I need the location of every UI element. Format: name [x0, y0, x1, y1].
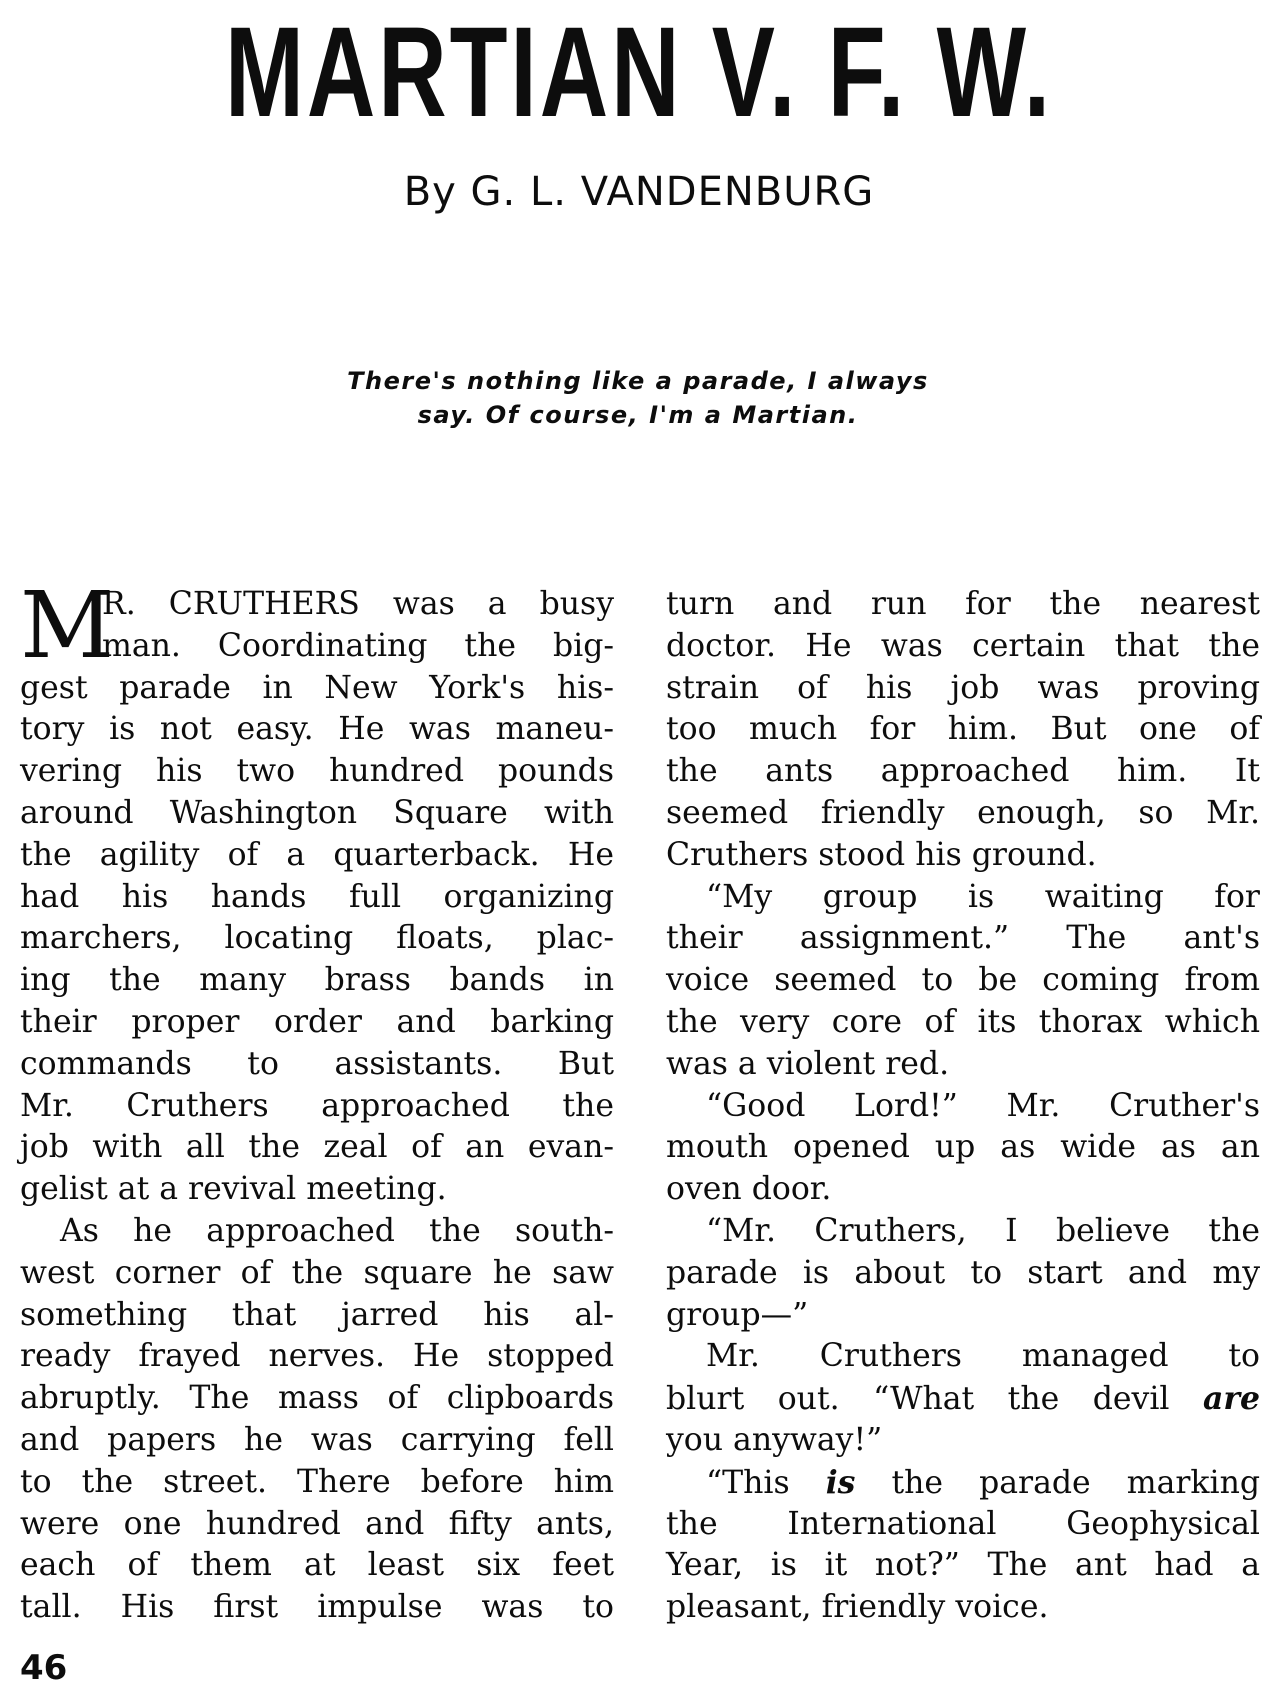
text-line: “Mr. Cruthers, I believe the — [706, 1212, 1260, 1249]
text-line: the ants approached him. It — [666, 753, 1260, 790]
text-line: group—” — [666, 1296, 809, 1333]
text-line: Mr. Cruthers approached the — [20, 1087, 614, 1124]
text-column-left — [20, 572, 614, 1629]
text-line: seemed friendly enough, so Mr. — [666, 794, 1260, 831]
text-fragment: blurt out. “What the devil — [666, 1381, 1170, 1418]
text-line: the very core of its thorax which — [666, 1003, 1260, 1040]
text-line: job with all the zeal of an evan- — [20, 1129, 614, 1166]
text-line: too much for him. But one of — [666, 711, 1260, 748]
blurb-line: There's nothing like a parade, I always — [347, 367, 929, 395]
text-line: As he approached the south- — [60, 1212, 614, 1249]
text-line: tall. His first impulse was to — [20, 1589, 614, 1626]
text-line: each of them at least six feet — [20, 1547, 614, 1584]
text-line: gest parade in New York's his- — [20, 669, 614, 706]
text-line: the International Geophysical — [666, 1505, 1260, 1542]
text-line: the agility of a quarterback. He — [20, 836, 614, 873]
text-line: Cruthers stood his ground. — [666, 836, 1097, 873]
text-line: Mr. Cruthers managed to — [706, 1338, 1260, 1375]
drop-cap: M — [20, 572, 115, 679]
text-line: vering his two hundred pounds — [20, 753, 614, 790]
text-line: ready frayed nerves. He stopped — [20, 1338, 614, 1375]
text-fragment: “This — [706, 1464, 790, 1501]
text-line: west corner of the square he saw — [20, 1254, 614, 1291]
text-line: were one hundred and fifty ants, — [20, 1505, 614, 1542]
article-blurb — [300, 364, 976, 432]
text-line: turn and run for the nearest — [666, 586, 1260, 622]
text-line: to the street. There before him — [20, 1463, 614, 1500]
text-line: “Good Lord!” Mr. Cruther's — [706, 1087, 1260, 1124]
text-fragment: the parade marking — [891, 1464, 1261, 1501]
text-line: man. Coordinating the big- — [102, 627, 614, 664]
text-line: ing the many brass bands in — [20, 962, 614, 999]
text-line: tory is not easy. He was maneu- — [20, 711, 614, 748]
text-line — [666, 1462, 1260, 1504]
text-line: strain of his job was proving — [666, 669, 1260, 706]
text-line: parade is about to start and my — [666, 1254, 1260, 1291]
text-line: voice seemed to be coming from — [666, 962, 1260, 999]
text-line: gelist at a revival meeting. — [20, 1171, 447, 1208]
text-line — [666, 1378, 1260, 1420]
text-line: had his hands full organizing — [20, 878, 614, 915]
text-line: “My group is waiting for — [706, 878, 1260, 915]
text-line: commands to assistants. But — [20, 1045, 614, 1082]
text-line: their proper order and barking — [20, 1003, 614, 1040]
text-line: you anyway!” — [666, 1421, 883, 1458]
text-line: doctor. He was certain that the — [666, 627, 1260, 664]
article-title: MARTIAN V. F. W. — [225, 1, 1053, 144]
emphasis-is: is — [825, 1463, 856, 1501]
text-line: was a violent red. — [666, 1045, 950, 1082]
author-byline: By G. L. VANDENBURG — [403, 169, 875, 215]
text-line: something that jarred his al- — [20, 1296, 614, 1333]
blurb-line: say. Of course, I'm a Martian. — [417, 401, 859, 429]
emphasis-are: are — [1202, 1380, 1261, 1418]
text-line: and papers he was carrying fell — [20, 1421, 614, 1458]
text-line: oven door. — [666, 1171, 832, 1208]
text-column-right — [666, 584, 1260, 1629]
text-line: marchers, locating floats, plac- — [20, 920, 614, 957]
text-line: mouth opened up as wide as an — [666, 1129, 1260, 1166]
text-line: their assignment.” The ant's — [666, 920, 1260, 957]
opening-paragraph — [20, 572, 614, 679]
text-line: around Washington Square with — [20, 794, 614, 831]
text-line: abruptly. The mass of clipboards — [20, 1380, 614, 1417]
text-line: Year, is it not?” The ant had a — [666, 1547, 1260, 1584]
text-line: R. CRUTHERS was a busy — [102, 586, 614, 622]
text-line: pleasant, friendly voice. — [666, 1589, 1049, 1626]
page-number: 46 — [20, 1648, 68, 1688]
